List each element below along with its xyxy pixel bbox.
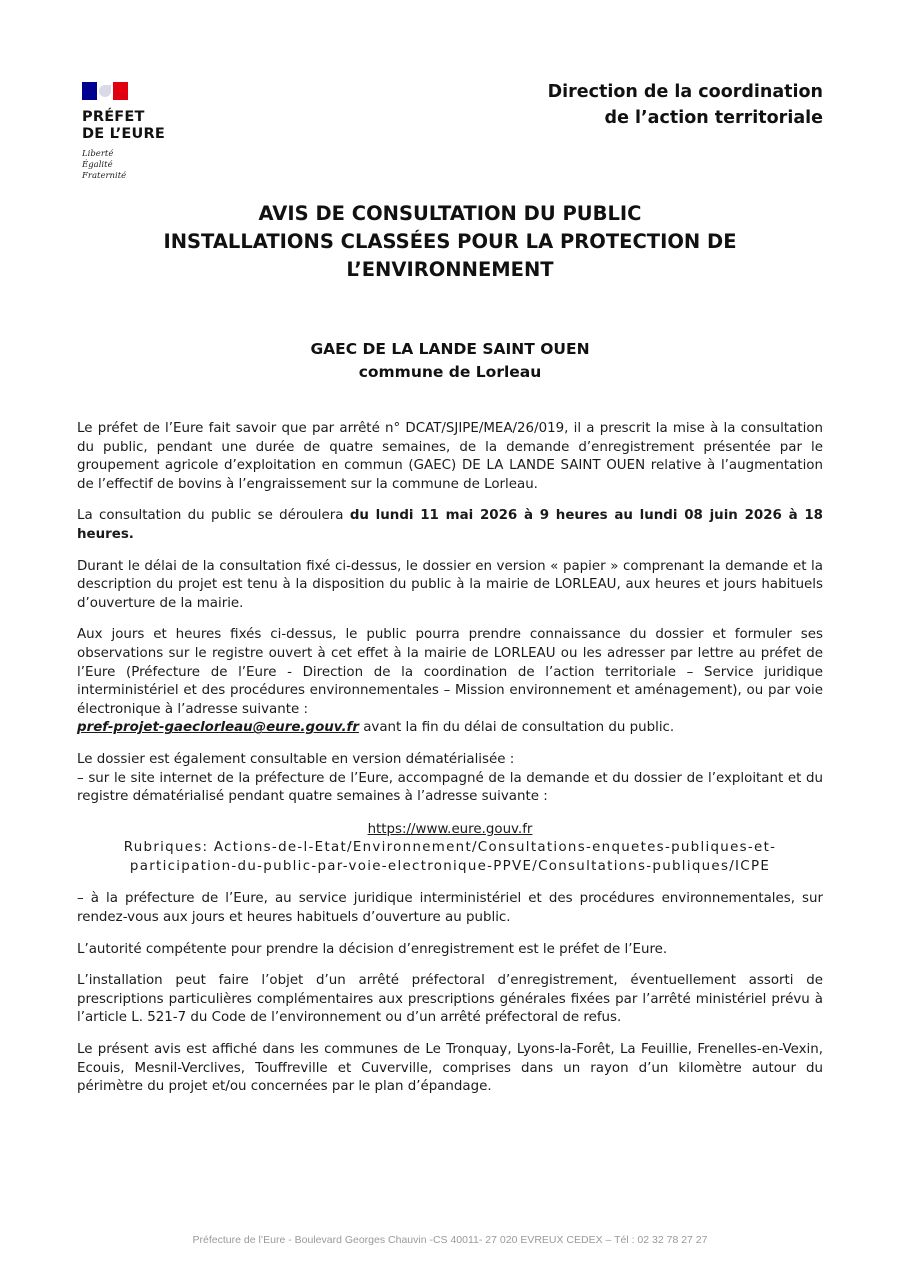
rubriques-path: Rubriques: Actions-de-l-Etat/Environnement/Consultations-enquetes-publiques-et-participation-du-public-par-voie-electronique-PPVE/Consultations-publiques/ICPE <box>123 840 777 874</box>
logo-title <box>82 109 182 143</box>
motto-egalite: Égalité <box>82 160 113 170</box>
title-line3: L’ENVIRONNEMENT <box>346 258 554 281</box>
logo-motto <box>82 149 182 182</box>
notice-title <box>77 200 823 284</box>
title-line2: INSTALLATIONS CLASSÉES POUR LA PROTECTION DE <box>163 230 737 253</box>
paragraph-online-dossier <box>77 751 823 807</box>
paragraph-display-communes: Le présent avis est affiché dans les communes de Le Tronquay, Lyons-la-Forêt, La Feuillie, Frenelles-en-Vexin, Ecouis, Mesnil-Verclives, Touffreville et Cuverville, comprises dans un rayon d’un kilomètre autour du périmètre du projet et/ou concernées par le plan d’épandage. <box>77 1042 823 1095</box>
prefecture-logo <box>82 82 182 182</box>
paragraph-paper-dossier: Durant le délai de la consultation fixé ci-dessus, le dossier en version « papier » comprenant la demande et la description du projet est tenu à la disposition du public à la mairie de LORLEAU, aux heures et jours habituels d’ouverture de la mairie. <box>77 558 823 611</box>
issuing-direction <box>548 79 823 131</box>
paragraph-decision: L’installation peut faire l’objet d’un arrêté préfectoral d’enregistrement, éventuellement assorti de prescriptions particulières complémentaires aux prescriptions générales fixées par l’arrêté ministériel prévu à l’article L. 521-7 du Code de l’environnement ou d’un arrêté préfectoral de refus. <box>77 973 823 1026</box>
direction-line2: de l’action territoriale <box>604 108 823 128</box>
email-link[interactable]: pref-projet-gaeclorleau@eure.gouv.fr <box>77 720 359 736</box>
dates-prefix: La consultation du public se déroulera <box>77 508 350 524</box>
online-website-item: – sur le site internet de la préfecture de l’Eure, accompagné de la demande et du dossier de l’exploitant et du registre dématérialisé pendant quatre semaines à l’adresse suivante : <box>77 770 823 805</box>
paragraph-prefecture-access: – à la préfecture de l’Eure, au service juridique interministériel et des procédures environnementales, sur rendez-vous aux jours et heures habituels d’ouverture au public. <box>77 891 823 926</box>
motto-liberte: Liberté <box>82 149 114 159</box>
website-url-link[interactable]: https://www.eure.gouv.fr <box>367 821 533 837</box>
notice-body <box>77 420 823 1110</box>
logo-line2: DE L’EURE <box>82 126 165 142</box>
title-line1: AVIS DE CONSULTATION DU PUBLIC <box>258 202 642 225</box>
url-line <box>77 821 823 840</box>
direction-line1: Direction de la coordination <box>547 82 823 102</box>
motto-fraternite: Fraternité <box>82 171 127 181</box>
observations-text: Aux jours et heures fixés ci-dessus, le public pourra prendre connaissance du dossier et formuler ses observations sur le registre ouvert à cet effet à la mairie de LORLEAU ou les adresser par lettre au préfet de l’Eure (Préfecture de l’Eure - Direction de la coordination de l’action territoriale – Service juridique interministériel et des procédures environnementales – Mission environnement et aménagement), ou par voie électronique à l’adresse suivante : <box>77 627 823 717</box>
notice-subject <box>77 338 823 384</box>
online-intro: Le dossier est également consultable en version dématérialisée : <box>77 751 515 767</box>
paragraph-dates <box>77 507 823 544</box>
subject-name: GAEC DE LA LANDE SAINT OUEN <box>310 340 590 358</box>
paragraph-authority: L’autorité compétente pour prendre la décision d’enregistrement est le préfet de l’Eure. <box>77 941 668 957</box>
footer-address: Préfecture de l’Eure - Boulevard Georges Chauvin -CS 40011- 27 020 EVREUX CEDEX – Tél : 02 32 78 27 27 <box>192 1234 708 1246</box>
marianne-flag-icon <box>82 82 128 100</box>
paragraph-arrete: Le préfet de l’Eure fait savoir que par arrêté n° DCAT/SJIPE/MEA/26/019, il a prescrit la mise à la consultation du public, pendant une durée de quatre semaines, de la demande d’enregistrement présentée par le groupement agricole d’exploitation en commun (GAEC) DE LA LANDE SAINT OUEN relative à l’augmentation de l’effectif de bovins à l’engraissement sur la commune de Lorleau. <box>77 421 823 492</box>
subject-commune: commune de Lorleau <box>358 363 542 381</box>
observations-suffix: avant la fin du délai de consultation du public. <box>358 720 675 736</box>
logo-line1: PRÉFET <box>82 109 145 125</box>
dates-period: du lundi 11 mai 2026 à 9 heures au lundi 08 juin 2026 à 18 heures. <box>77 508 824 542</box>
paragraph-observations <box>77 626 823 738</box>
